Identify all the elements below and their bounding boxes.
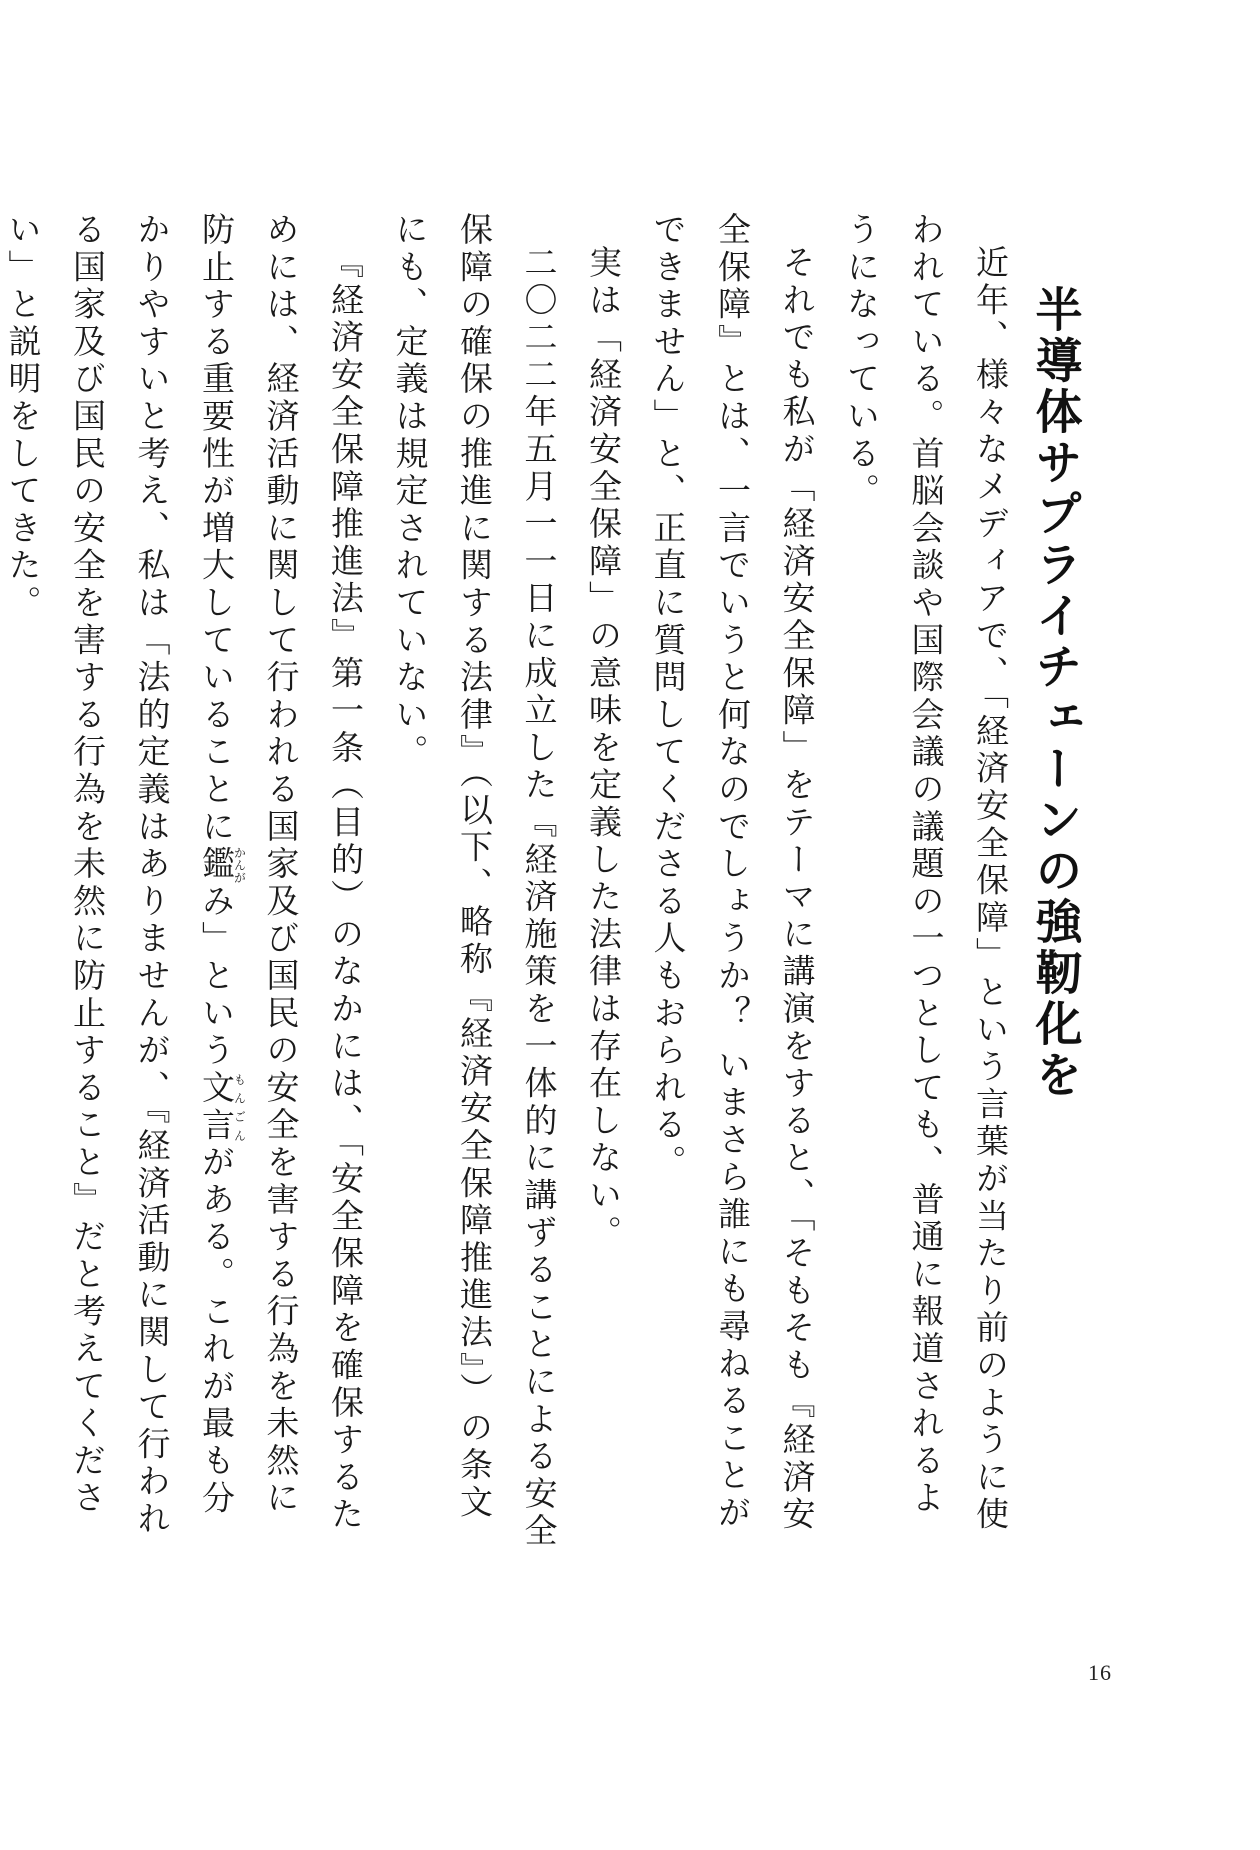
- paragraph-text: がある。これが最も分かりやすいと考え、私は「法的定義はありませんが、『経済活動に関して行われる国家及び国民の安全を害する行為を未然に防止すること』だと考えてください」と説明をしてきた。: [3, 212, 236, 1539]
- page-number: 16: [1088, 1660, 1112, 1685]
- ruby-annotation: [197, 846, 247, 884]
- ruby-base: 鑑: [197, 846, 236, 884]
- section-heading: 半導体サプライチェーンの強靭化を: [1027, 285, 1083, 1101]
- paragraph-text: 『経済安全保障推進法』第一条（目的）のなかには、「安全保障を確保するためには、経済活動に関して行われる国家及び国民の安全を害する行為を未然に防止する重要性が増大していることに: [197, 212, 365, 1534]
- paragraph: 実は「経済安全保障」の意味を定義した法律は存在しない。: [584, 245, 623, 1253]
- ruby-base: 文言: [197, 1069, 236, 1145]
- ruby-annotation: [197, 1069, 247, 1145]
- ruby-reading: もんごん: [232, 1069, 247, 1145]
- body-text: [0, 212, 1022, 1552]
- paragraph: 近年、様々なメディアで、「経済安全保障」という言葉が当たり前のように使われている。首脳会談や国際会議の議題の一つとしても、普通に報道されるようになっている。: [842, 212, 1010, 1534]
- paragraph-text: み」という: [197, 883, 236, 1070]
- paragraph: それでも私が「経済安全保障」をテーマに講演をすると、「そもそも『経済安全保障』とは、一言でいうと何なのでしょうか？ いまさら誰にも尋ねることができません」と、正直に質問してくださる人もおられる。: [648, 212, 817, 1534]
- paragraph: 二〇二二年五月一一日に成立した『経済施策を一体的に講ずることによる安全保障の確保の推進に関する法律』（以下、略称『経済安全保障推進法』）の条文にも、定義は規定されていない。: [390, 212, 559, 1551]
- ruby-reading: かんが: [232, 846, 247, 884]
- paragraph: [0, 212, 377, 1552]
